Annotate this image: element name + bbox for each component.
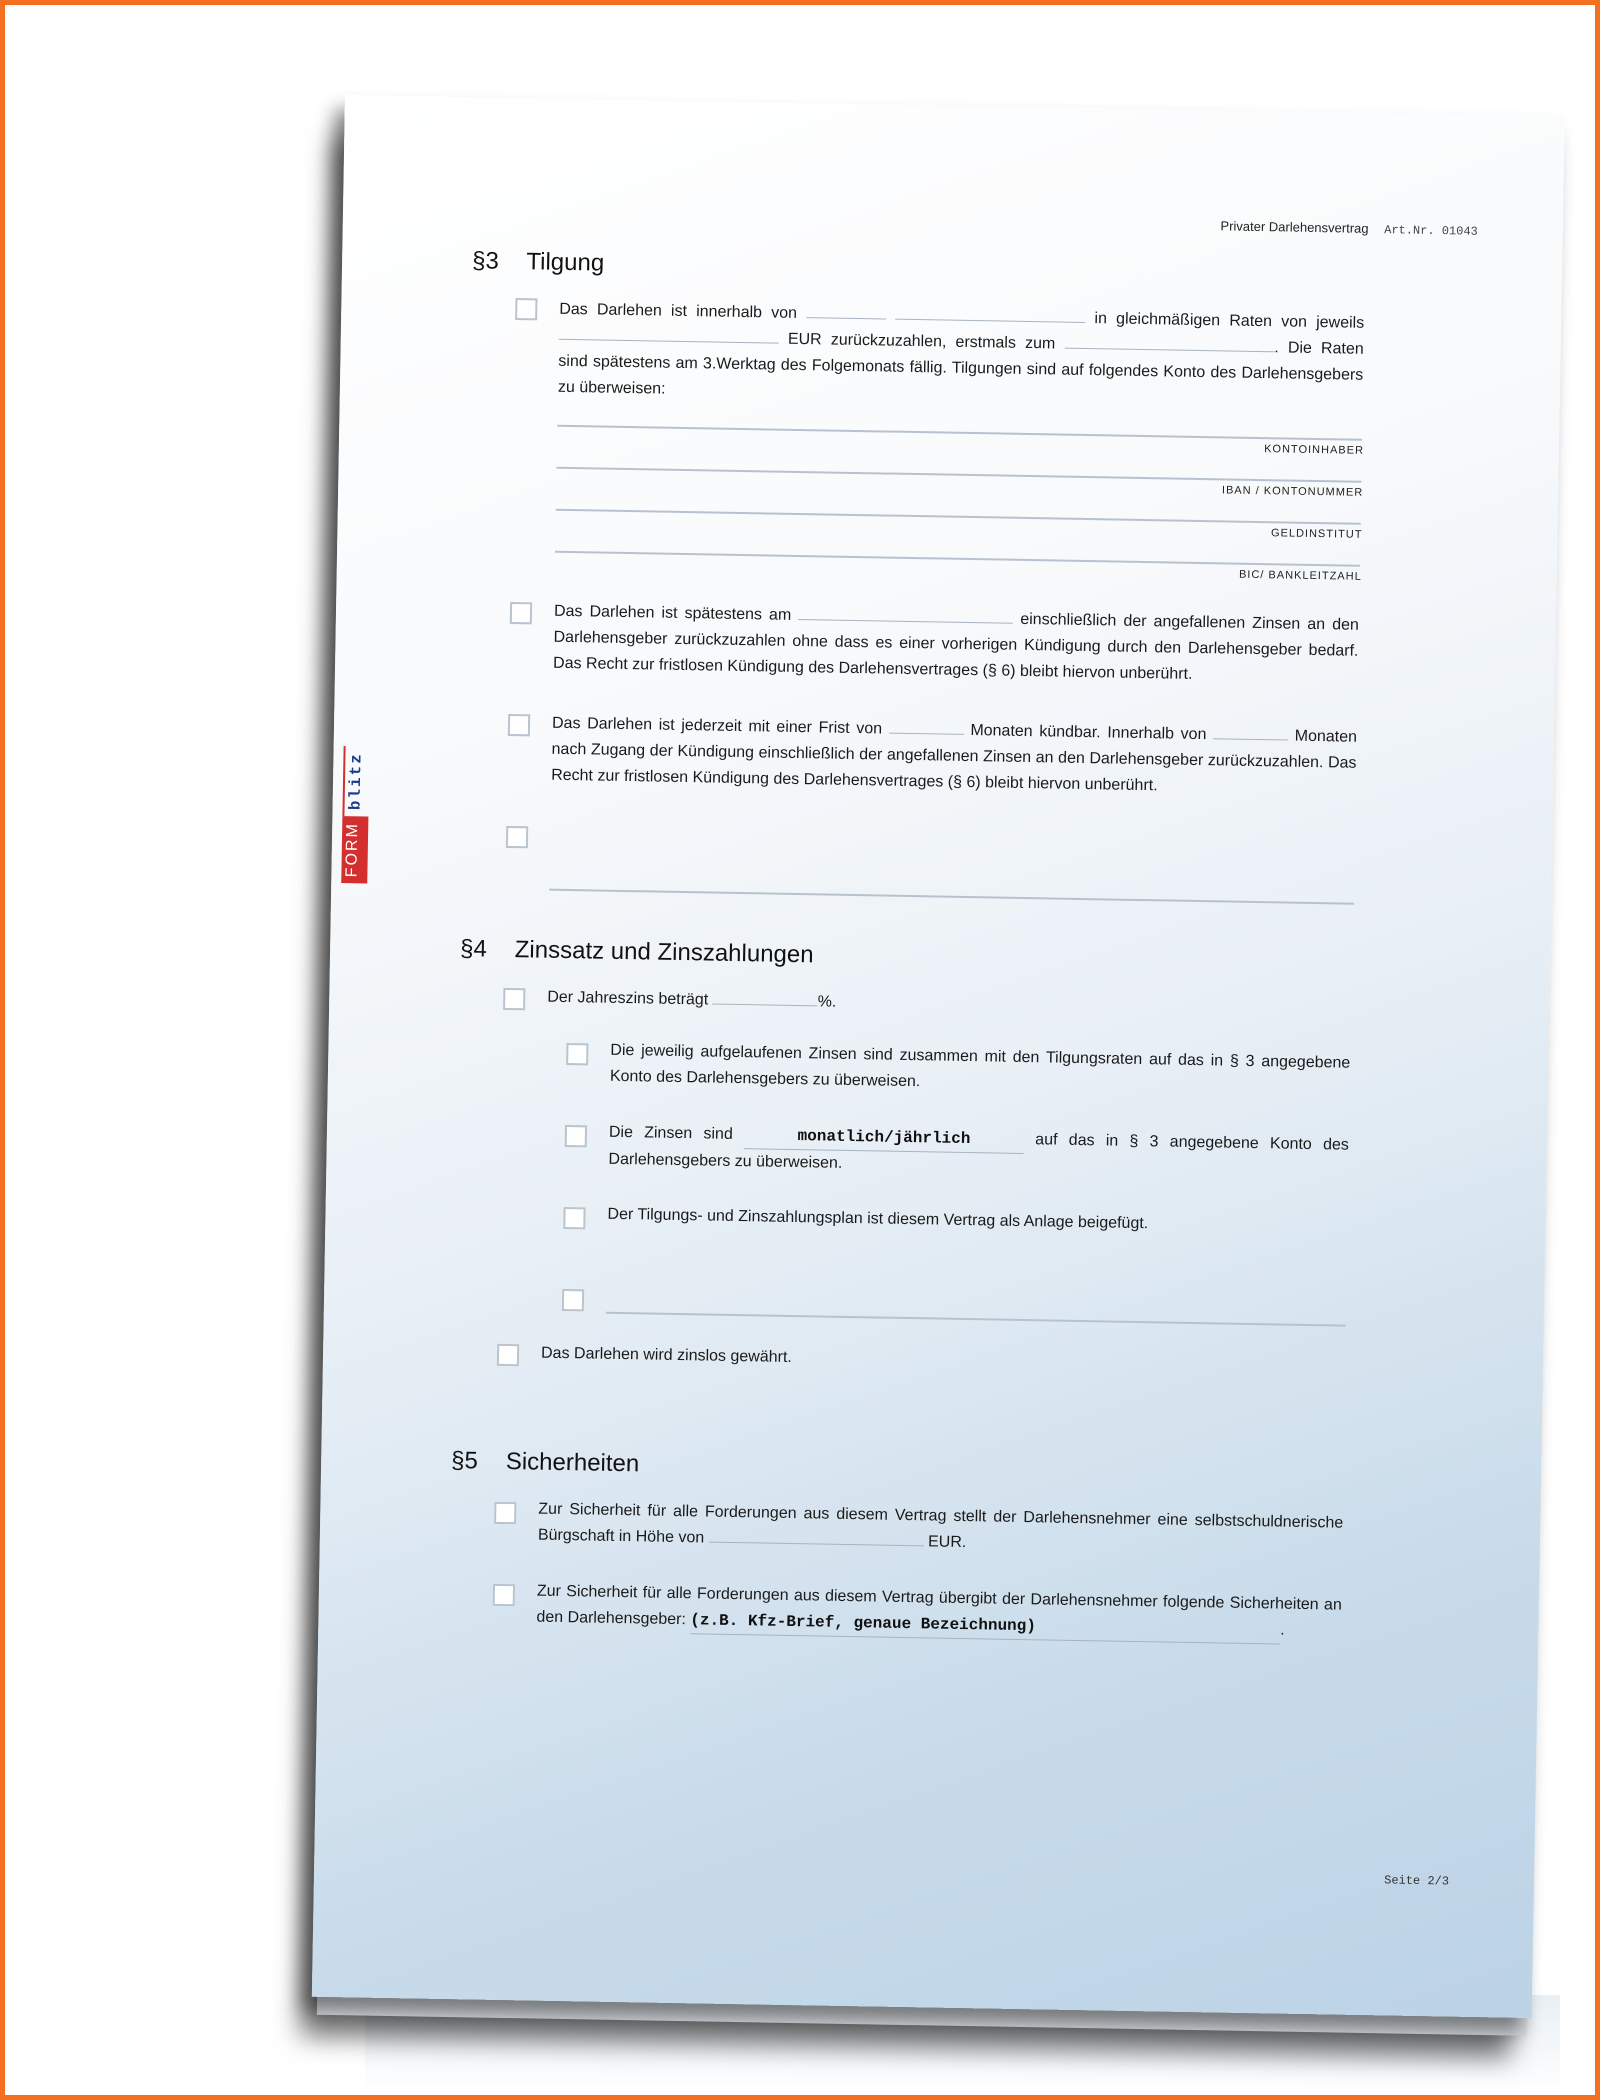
logo-part-blitz: blitz [342,746,369,816]
section-5-title: Sicherheiten [505,1448,640,1478]
rate-amount-blank[interactable] [559,323,779,344]
interest-interval-field[interactable]: monatlich/jährlich [744,1122,1024,1154]
section-4-title: Zinssatz und Zinszahlungen [514,936,814,969]
logo-part-form: FORM [341,816,368,884]
zinsen-mit-tilgung-text: Die jeweilig aufgelaufenen Zinsen sind zusammen mit den Tilgungsraten auf das in § 3 angegebene Konto des Darlehensgebers zu überweisen. [609,1041,1351,1091]
zinsen-periodisch-checkbox[interactable] [565,1125,587,1147]
buergschaft-text-1: Zur Sicherheit für alle Forderungen aus diesem Vertrag stellt der Darlehensnehmer eine selbstschuldnerische Bürgschaft in Höhe von [537,1500,1344,1547]
tilgung-raten-text-4: . Die Raten sind spätestens am 3.Werktag des Folgemonats fällig. Tilgungen sind auf folgendes Konto des Darlehensgebers zu überweisen: [557,339,1364,398]
sicherheiten-text-2: . [1280,1621,1285,1639]
section-4-number: §4 [459,935,488,963]
iban-line[interactable] [557,467,1362,483]
spaetestens-checkbox[interactable] [510,602,532,624]
sicherheiten-text-1: Zur Sicherheit für alle Forderungen aus diesem Vertrag übergibt der Darlehensnehmer folgende Sicherheiten an den Darlehensgeber: [536,1582,1342,1629]
jahreszins-checkbox[interactable] [503,988,525,1010]
tilgung-other-checkbox[interactable] [506,826,528,848]
bank-label: GELDINSTITUT [1270,527,1363,541]
account-holder-line[interactable] [557,425,1362,441]
tilgung-raten-text [558,297,1365,415]
buergschaft-checkbox[interactable] [494,1502,516,1524]
section-4-heading [460,935,814,969]
section-3-heading [472,247,605,277]
spaetestens-text [553,599,1359,691]
collateral-field[interactable]: (z.B. Kfz-Brief, genaue Bezeichnung) [690,1607,1280,1644]
page-number: Seite 2/3 [1384,1873,1450,1889]
months-blank[interactable] [806,301,886,319]
document-page [312,95,1565,2018]
zins-other-checkbox[interactable] [562,1289,584,1311]
first-payment-date-blank[interactable] [1064,332,1274,353]
kuendbar-checkbox[interactable] [508,714,530,736]
guarantee-amount-blank[interactable] [709,1526,924,1547]
formblitz-logo [341,753,369,883]
spaetestens-text-1: Das Darlehen ist spätestens am [553,602,792,624]
notice-months-blank[interactable] [889,717,964,735]
tilgung-other-line[interactable] [549,889,1354,905]
zinsen-periodisch-text-1: Die Zinsen sind [608,1123,733,1143]
zinsen-mit-tilgung-checkbox[interactable] [566,1043,588,1065]
bic-line[interactable] [555,551,1360,567]
tilgung-raten-text-1: Das Darlehen ist innerhalb von [559,300,798,322]
document-header [1220,218,1478,238]
repayment-date-blank[interactable] [798,603,1013,624]
zinsen-periodisch-text-2: auf das in § 3 angegebene Konto des Darlehensgebers zu überweisen. [608,1131,1349,1172]
jahreszins-text-1: Der Jahreszins beträgt [547,988,709,1009]
period-blank[interactable] [895,303,1085,323]
zinsplan-checkbox[interactable] [563,1207,585,1229]
buergschaft-text-2: EUR. [927,1533,967,1552]
zinslos-text: Das Darlehen wird zinslos gewährt. [540,1344,792,1366]
spaetestens-text-2: einschließlich der angefallenen Zinsen an den Darlehensgeber zurückzuzahlen ohne dass es einer vorherigen Kündigung durch den Darlehensgeber bedarf. Das Recht zur fristlosen Kündigung des Darlehensvertrages (§ 6) bleibt hiervon unberührt. [552,610,1360,683]
section-5-heading [451,1447,640,1478]
image-frame [5,5,1595,2095]
zinslos-checkbox[interactable] [497,1344,519,1366]
tilgung-raten-checkbox[interactable] [515,298,537,320]
section-5-number: §5 [450,1447,479,1475]
sicherheiten-text [536,1579,1342,1646]
section-3-number: §3 [471,247,500,275]
kuendbar-text-3: Monaten nach Zugang der Kündigung einschließlich der angefallenen Zinsen an den Darlehensgeber zurückzuzahlen. Das Recht zur fristlosen Kündigung des Darlehensvertrages (§ 6) bleibt hiervon unberührt. [551,727,1358,795]
account-holder-label: KONTOINHABER [1264,443,1365,457]
tilgung-raten-text-2: in gleichmäßigen Raten von jeweils [1094,310,1365,332]
kuendbar-text-1: Das Darlehen ist jederzeit mit einer Frist von [551,714,883,738]
bic-label: BIC/ BANKLEITZAHL [1238,568,1362,583]
jahreszins-text [547,985,1352,1025]
iban-label: IBAN / KONTONUMMER [1221,484,1364,499]
section-3-title: Tilgung [526,248,605,277]
zinsen-periodisch-text [608,1120,1349,1186]
bank-line[interactable] [556,509,1361,525]
article-number: Art.Nr. 01043 [1384,223,1478,239]
zinsplan-text: Der Tilgungs- und Zinszahlungsplan ist diesem Vertrag als Anlage beigefügt. [607,1205,1149,1233]
kuendbar-text [551,711,1357,803]
document-title: Privater Darlehensvertrag [1220,218,1369,236]
tilgung-raten-text-3: EUR zurückzuzahlen, erstmals zum [787,330,1056,353]
sicherheiten-checkbox[interactable] [493,1584,515,1606]
jahreszins-text-2: %. [817,993,837,1011]
zins-other-line[interactable] [606,1312,1346,1327]
kuendbar-text-2: Monaten kündbar. Innerhalb von [970,722,1207,744]
buergschaft-text [538,1497,1344,1563]
repay-months-blank[interactable] [1213,722,1288,740]
interest-rate-blank[interactable] [713,988,818,1007]
